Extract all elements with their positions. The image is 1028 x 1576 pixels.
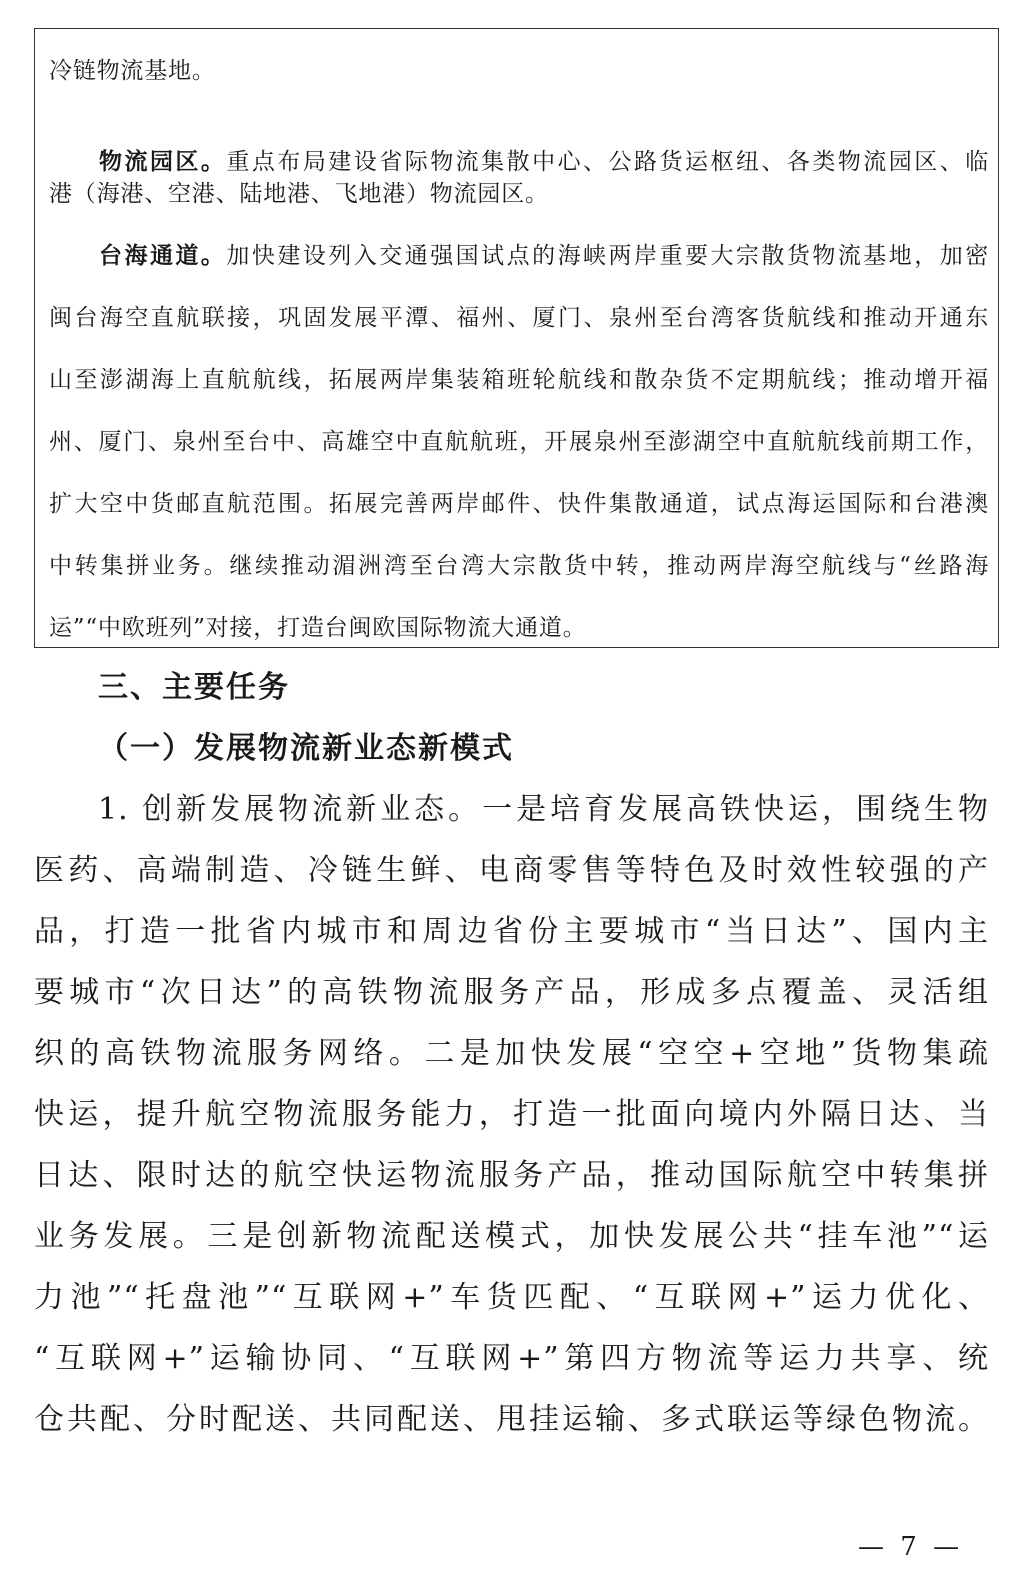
box-line-10: 运”“中欧班列”对接，打造台闽欧国际物流大通道。 [49, 615, 587, 641]
body-line-1: 1. 创新发展物流新业态。一是培育发展高铁快运，围绕生物 [98, 792, 989, 827]
box-line-9: 中转集拼业务。继续推动湄洲湾至台湾大宗散货中转，推动两岸海空航线与“丝路海 [49, 553, 989, 579]
box-line-8: 扩大空中货邮直航范围。拓展完善两岸邮件、快件集散通道，试点海运国际和台港澳 [49, 491, 989, 517]
box-line-5: 闽台海空直航联接，巩固发展平潭、福州、厦门、泉州至台湾客货航线和推动开通东 [49, 305, 989, 331]
box-line-1: 冷链物流基地。 [49, 58, 216, 84]
box-line-3: 港（海港、空港、陆地港、飞地港）物流园区。 [49, 181, 549, 207]
box-paragraph-taiwan-strait-channel [99, 240, 989, 272]
body-line-3: 品，打造一批省内城市和周边省份主要城市“当日达”、国内主 [34, 914, 989, 949]
body-line-6: 快运，提升航空物流服务能力，打造一批面向境内外隔日达、当 [34, 1097, 989, 1132]
box-term-taiwan-strait-channel: 台海通道。 [99, 242, 227, 269]
section-subheading: （一）发展物流新业态新模式 [98, 731, 514, 766]
body-line-8: 业务发展。三是创新物流配送模式，加快发展公共“挂车池”“运 [34, 1219, 989, 1254]
body-line-9: 力池”“托盘池”“互联网+”车货匹配、“互联网+”运力优化、 [34, 1280, 989, 1315]
body-line-5: 织的高铁物流服务网络。二是加快发展“空空+空地”货物集疏 [34, 1036, 989, 1071]
body-line-11: 仓共配、分时配送、共同配送、甩挂运输、多式联运等绿色物流。 [34, 1402, 989, 1437]
box-term-logistics-park: 物流园区。 [99, 148, 227, 175]
body-line-10: “互联网+”运输协同、“互联网+”第四方物流等运力共享、统 [34, 1341, 989, 1376]
body-line-4: 要城市“次日达”的高铁物流服务产品，形成多点覆盖、灵活组 [34, 975, 989, 1010]
box-paragraph-logistics-park [99, 146, 989, 178]
page-number: — 7 — [858, 1532, 964, 1562]
box-line-6: 山至澎湖海上直航航线，拓展两岸集装箱班轮航线和散杂货不定期航线；推动增开福 [49, 367, 989, 393]
body-line-7: 日达、限时达的航空快运物流服务产品，推动国际航空中转集拼 [34, 1158, 989, 1193]
section-heading: 三、主要任务 [98, 670, 290, 705]
box-line-4: 加快建设列入交通强国试点的海峡两岸重要大宗散货物流基地，加密 [226, 243, 990, 269]
body-line-2: 医药、高端制造、冷链生鲜、电商零售等特色及时效性较强的产 [34, 853, 989, 888]
box-line-2: 重点布局建设省际物流集散中心、公路货运枢纽、各类物流园区、临 [226, 149, 990, 175]
boxed-text-panel [34, 28, 999, 648]
box-line-7: 州、厦门、泉州至台中、高雄空中直航航班，开展泉州至澎湖空中直航航线前期工作， [49, 429, 989, 455]
